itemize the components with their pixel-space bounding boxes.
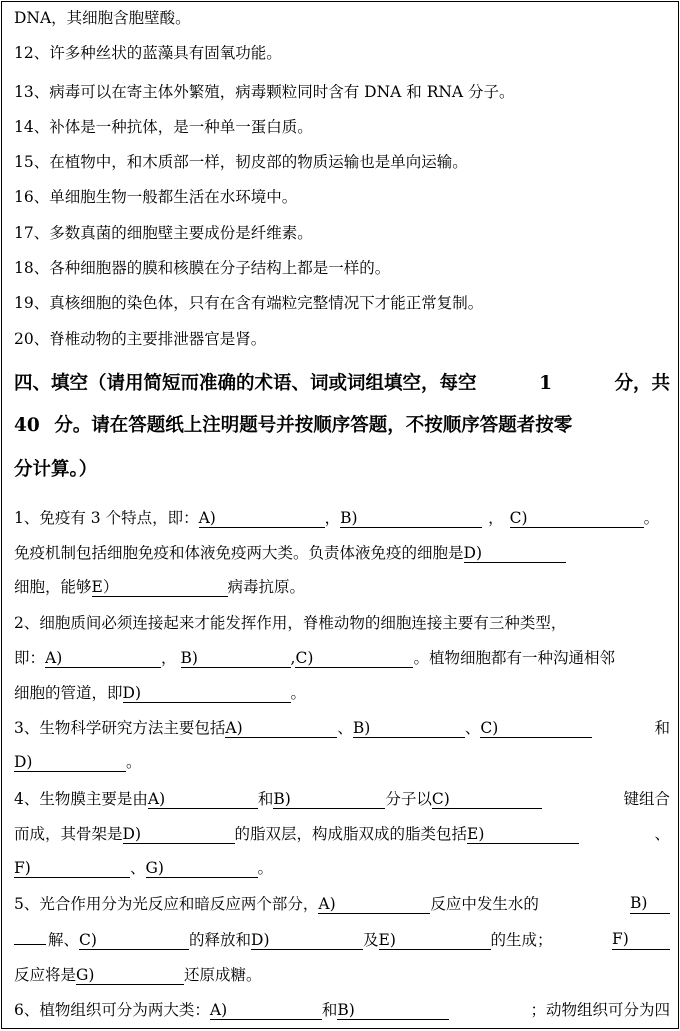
exam-page (1, 1, 679, 1029)
question-line (14, 894, 670, 914)
answer-blank (295, 649, 413, 668)
answer-blank (510, 509, 644, 528)
question-text: 的脂双层，构成脂双成的脂类包括 (234, 825, 468, 843)
blank-label: A) (147, 790, 166, 808)
question-line (14, 508, 670, 528)
tf-item: 18、各种细胞器的膜和核膜在分子结构上都是一样的。 (14, 259, 391, 277)
question-text: 、 (337, 719, 353, 737)
question-text: ， (488, 509, 504, 527)
answer-blank (146, 859, 258, 878)
answer-blank (432, 790, 542, 809)
question-text: 即： (14, 649, 46, 667)
answer-blank (464, 544, 566, 563)
section-heading-part: 40 (14, 415, 40, 436)
tf-item: 13、病毒可以在寄主体外繁殖，病毒颗粒同时含有 DNA 和 RNA 分子。 (14, 83, 515, 101)
tf-item: 20、脊椎动物的主要排泄器官是肾。 (14, 330, 267, 348)
question-text: 1、免疫有 3 个特点，即： (14, 509, 199, 527)
answer-blank (480, 719, 592, 738)
blank-label: A) (45, 649, 63, 667)
question-text: 而成，其骨架是 (14, 825, 123, 843)
question-text: 和 (654, 719, 670, 737)
tf-item: 19、真核细胞的染色体，只有在含有端粒完整情况下才能正常复制。 (14, 294, 484, 312)
question-text: 细胞的管道，即 (14, 684, 123, 702)
question-line (14, 1000, 670, 1020)
blank-label: D) (122, 684, 141, 702)
question-text: 的释放和 (189, 931, 252, 949)
section-heading (14, 414, 670, 438)
question-line (14, 752, 670, 772)
question-text: 和 (257, 790, 274, 808)
section-heading-part: 1 (539, 373, 552, 394)
question-text: 6、植物组织可分为两大类： (14, 1001, 210, 1019)
blank-label: D) (463, 544, 482, 562)
answer-blank (181, 649, 291, 668)
answer-blank (14, 753, 126, 772)
question-text: 。植物细胞都有一种沟通相邻 (413, 649, 615, 667)
question-text: 细胞，能够 (14, 578, 92, 596)
blank-label: F) (612, 930, 629, 948)
question-text: 还原成糖。 (184, 966, 262, 984)
question-text: 键组合 (623, 790, 670, 808)
blank-label: C) (509, 509, 528, 527)
blank-label: E) (467, 825, 485, 843)
question-line (14, 965, 670, 985)
question-text: ， (324, 509, 341, 527)
question-line (14, 577, 670, 597)
question-text: 病毒抗原。 (227, 578, 306, 596)
question-text: 、 (464, 719, 481, 737)
answer-blank (467, 825, 579, 844)
question-text: 的生成； (490, 931, 553, 949)
answer-blank (379, 931, 491, 950)
answer-blank (148, 790, 258, 809)
section-heading-part: 四、填空（请用简短而准确的术语、词或词组填空，每空 (14, 373, 477, 394)
blank-label: A) (225, 719, 243, 737)
answer-blank (92, 578, 228, 597)
answer-blank (612, 930, 670, 950)
answer-blank (14, 859, 130, 878)
blank-label: B) (337, 1001, 355, 1019)
question-text: 4、生物膜主要是由 (14, 790, 148, 808)
tf-item: DNA，其细胞含胞壁酸。 (14, 9, 191, 27)
answer-blank (225, 719, 337, 738)
question-text: 和 (321, 1001, 338, 1019)
question-text: 、 (654, 825, 670, 843)
blank-label: A) (198, 509, 216, 527)
answer-blank (340, 509, 482, 528)
section-heading-part: 分，共 (614, 373, 670, 394)
question-line (14, 789, 670, 809)
blank-label: G) (145, 859, 164, 877)
blank-label: A) (318, 895, 336, 913)
question-text: 分子以 (385, 790, 432, 808)
blank-label: B) (630, 894, 648, 912)
section-heading-part: 分。请在答题纸上注明题号并按顺序答题，不按顺序答题者按零 (54, 415, 573, 436)
answer-blank-continuation (14, 944, 46, 945)
blank-label: B) (273, 790, 291, 808)
answer-blank (123, 825, 235, 844)
blank-label: C) (431, 790, 450, 808)
answer-blank (353, 719, 465, 738)
question-line: 2、细胞质间必须连接起来才能发挥作用，脊椎动物的细胞连接主要有三种类型， (14, 614, 567, 632)
tf-item: 14、补体是一种抗体，是一种单一蛋白质。 (14, 118, 313, 136)
question-line (14, 683, 670, 703)
blank-label: D) (251, 931, 270, 949)
question-text: ；动物组织可分为四 (530, 1001, 670, 1019)
tf-item: 15、在植物中，和木质部一样，韧皮部的物质运输也是单向运输。 (14, 153, 468, 171)
answer-blank (337, 1001, 449, 1020)
question-text: 。 (643, 509, 660, 527)
question-text: 。 (257, 859, 274, 877)
tf-item: 12、许多种丝状的蓝藻具有固氧功能。 (14, 44, 282, 62)
answer-blank (199, 509, 325, 528)
question-line (14, 858, 670, 878)
question-line (14, 824, 670, 844)
blank-label: B) (180, 649, 198, 667)
blank-label: C) (295, 649, 314, 667)
blank-label: A) (209, 1001, 228, 1019)
tf-item: 17、多数真菌的细胞壁主要成份是纤维素。 (14, 224, 313, 242)
question-text: ， (161, 649, 177, 667)
answer-blank (76, 966, 184, 985)
answer-blank (210, 1001, 322, 1020)
blank-label: E) (378, 931, 396, 949)
question-text: 、 (130, 859, 146, 877)
blank-label: C) (79, 931, 97, 949)
question-text: 反应将是 (14, 966, 77, 984)
blank-label: B) (352, 719, 371, 737)
question-text: 免疫机制包括细胞免疫和体液免疫两大类。负责体液免疫的细胞是 (14, 544, 464, 562)
section-heading: 分计算。） (14, 459, 98, 480)
question-text: 5、光合作用分为光反应和暗反应两个部分， (14, 895, 319, 913)
question-line (14, 930, 670, 950)
blank-label: D) (14, 753, 33, 771)
answer-blank (79, 931, 189, 950)
blank-label: G) (76, 966, 95, 984)
answer-blank (630, 894, 670, 914)
answer-blank (45, 649, 161, 668)
tf-item: 16、单细胞生物一般都生活在水环境中。 (14, 188, 298, 206)
question-text: , (290, 649, 296, 667)
question-text: 3、生物科学研究方法主要包括 (14, 719, 226, 737)
blank-label: F) (14, 859, 31, 877)
blank-label: B) (340, 509, 358, 527)
blank-label: E） (91, 578, 119, 596)
answer-blank (251, 931, 363, 950)
blank-label: D) (122, 825, 141, 843)
answer-blank (123, 684, 291, 703)
answer-blank (273, 790, 385, 809)
answer-blank (318, 895, 430, 914)
question-line (14, 543, 670, 563)
blank-label: C) (480, 719, 499, 737)
question-text: 解、 (48, 931, 80, 949)
question-text: 。 (290, 684, 307, 702)
question-text: 。 (126, 753, 142, 771)
question-line (14, 648, 670, 668)
section-heading (14, 372, 670, 396)
question-text: 反应中发生水的 (430, 895, 539, 913)
question-line (14, 718, 670, 738)
question-text: 及 (363, 931, 379, 949)
